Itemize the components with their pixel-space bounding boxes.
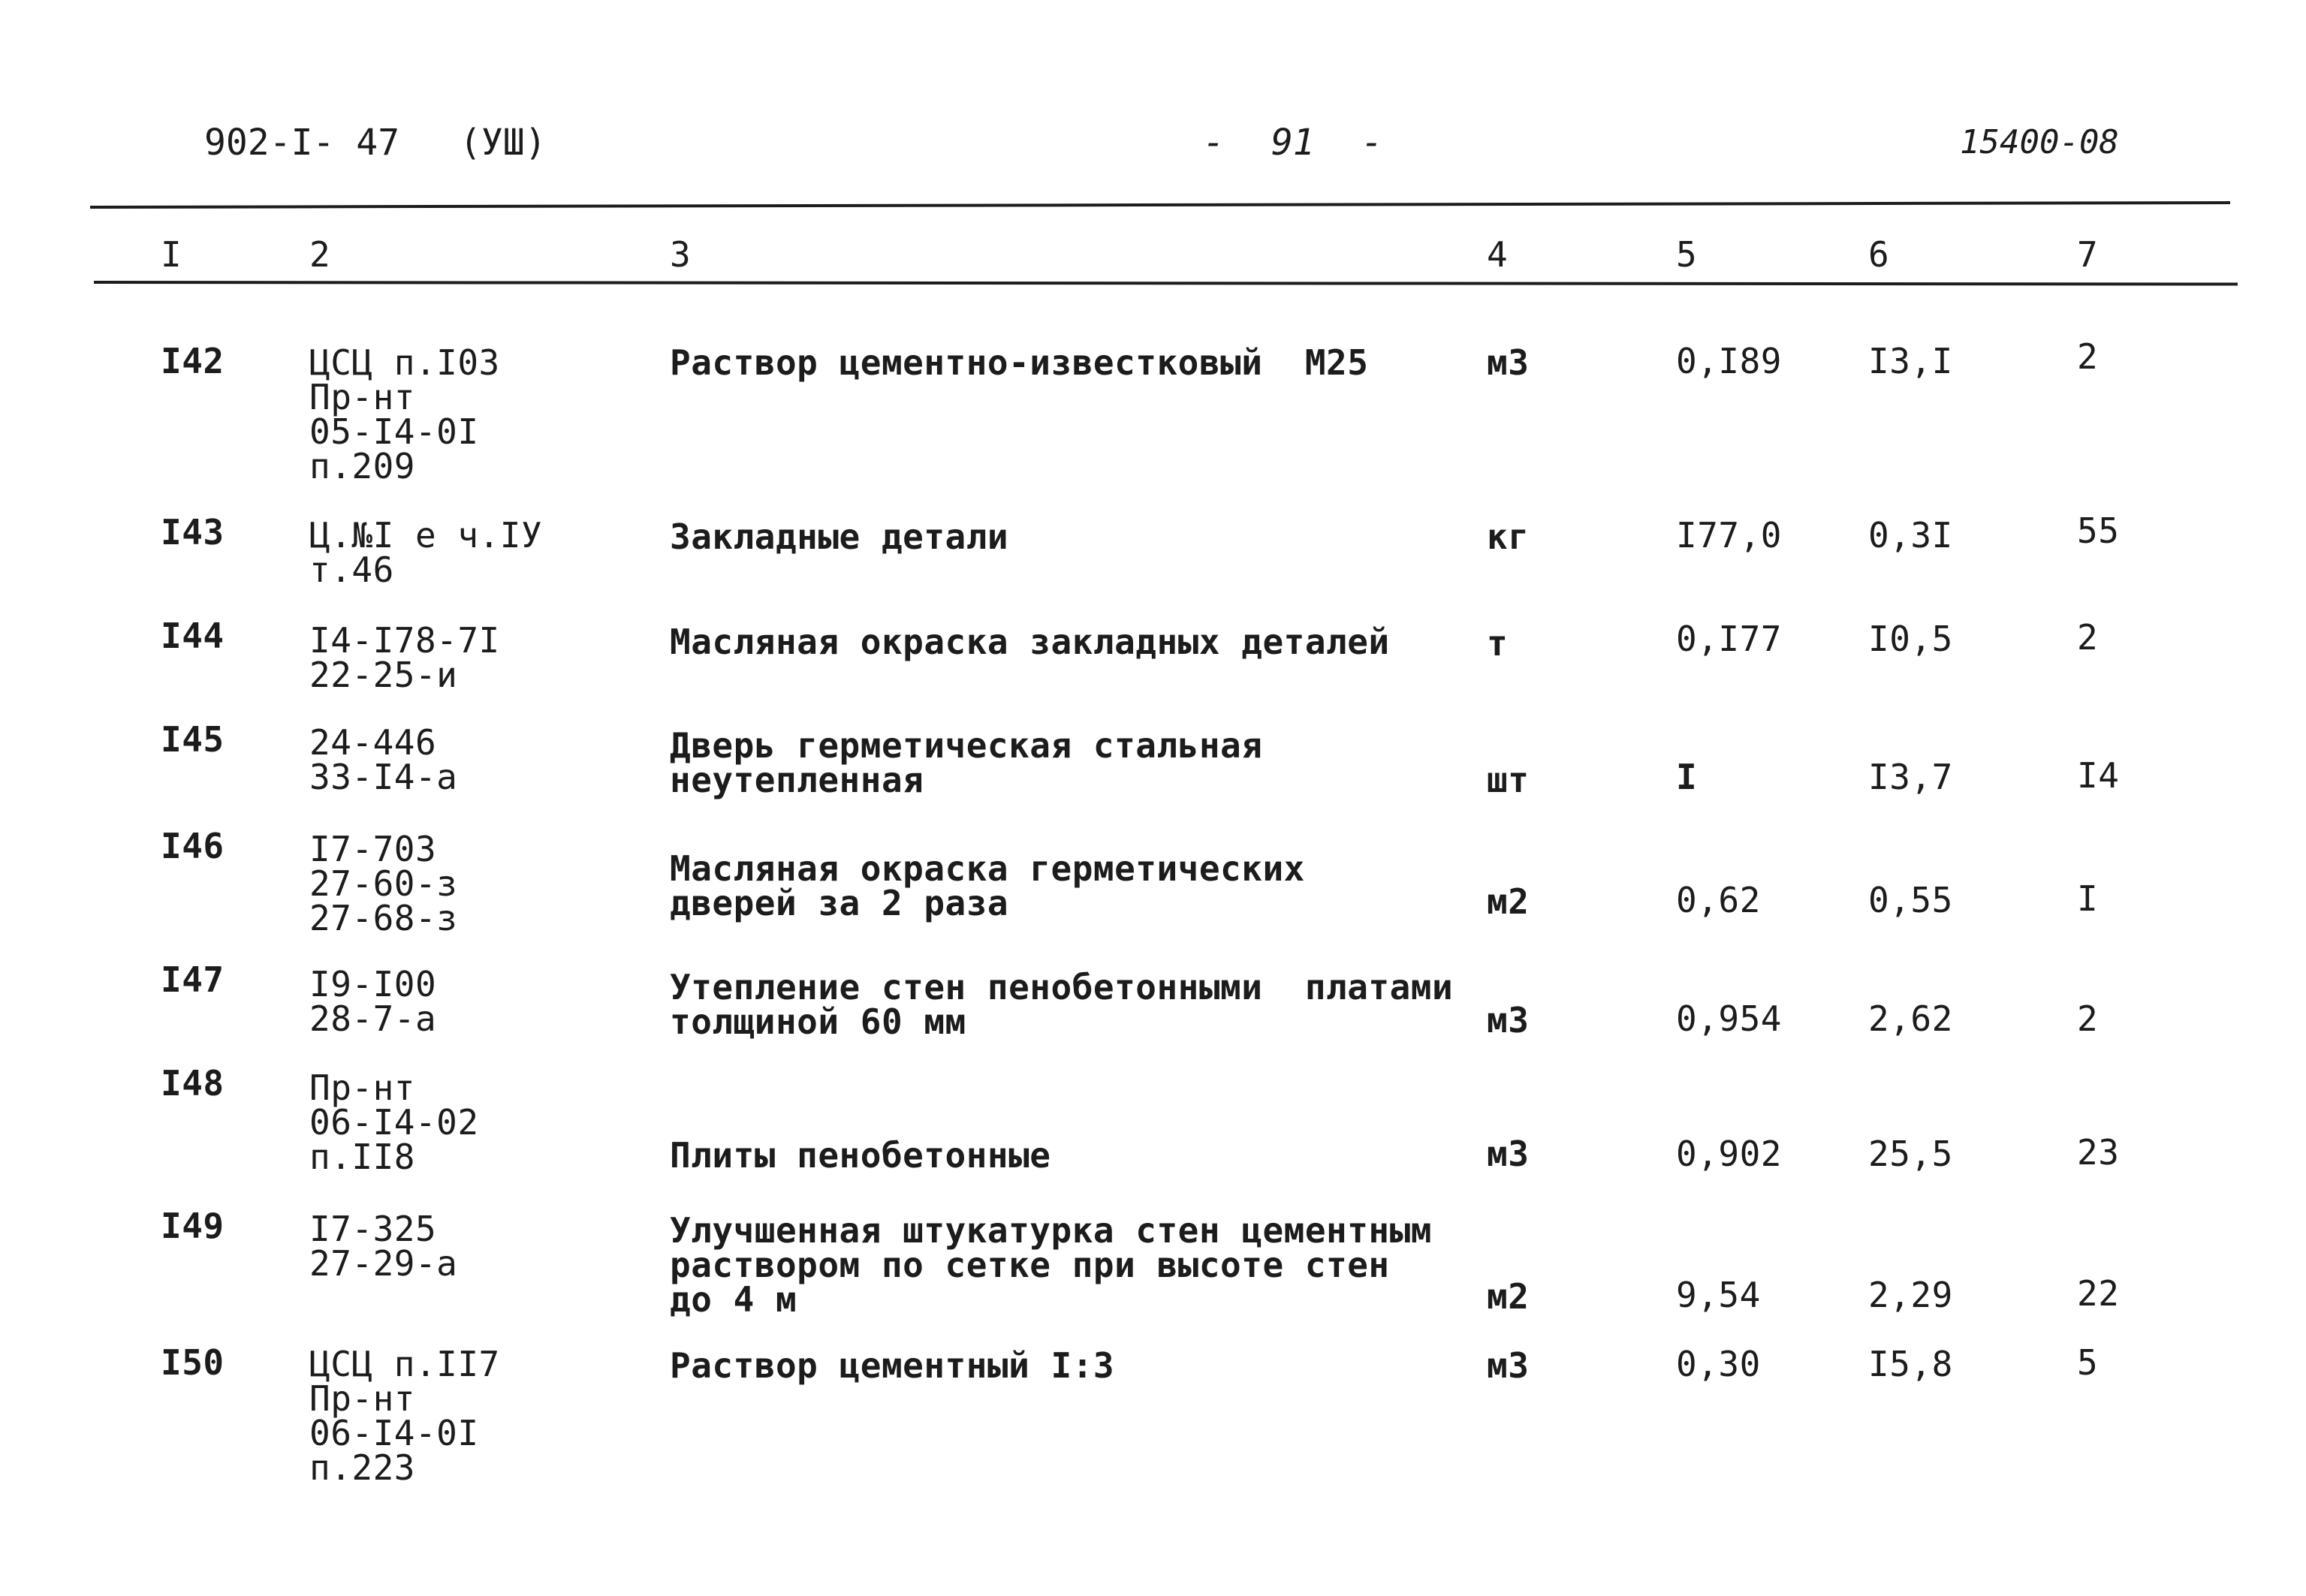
row-description-line: Масляная окраска закладных деталей bbox=[670, 622, 1390, 662]
page-number-value: 91 bbox=[1271, 122, 1315, 164]
row-price: 0,55 bbox=[1868, 880, 1953, 920]
row-ref-line: п.223 bbox=[309, 1447, 415, 1488]
page-dash-left: - bbox=[1203, 122, 1225, 164]
volume-label: (УШ) bbox=[460, 122, 547, 164]
row-price: 2,62 bbox=[1868, 998, 1953, 1039]
row-price: I3,7 bbox=[1868, 757, 1953, 797]
column-number-2: 2 bbox=[309, 234, 331, 275]
row-quantity: 0,902 bbox=[1676, 1134, 1782, 1174]
row-ref-line: I9-I00 bbox=[309, 964, 437, 1004]
row-quantity: 0,954 bbox=[1676, 998, 1782, 1039]
column-number-7: 7 bbox=[2077, 234, 2099, 275]
row-total: I4 bbox=[2077, 755, 2120, 796]
row-quantity: 9,54 bbox=[1676, 1275, 1761, 1315]
header-rule bbox=[94, 281, 2238, 285]
row-description-line: Масляная окраска герметических bbox=[670, 848, 1305, 889]
row-total: 2 bbox=[2077, 617, 2099, 658]
row-unit: шт bbox=[1487, 760, 1530, 800]
row-ref-line: I4-I78-7I bbox=[309, 620, 500, 661]
row-description-line: Закладные детали bbox=[670, 516, 1009, 557]
row-ref-line: Пр-нт bbox=[309, 1378, 415, 1419]
row-number: I45 bbox=[161, 719, 225, 760]
row-unit: м2 bbox=[1487, 881, 1530, 922]
page-number bbox=[1156, 122, 1430, 164]
row-ref-line: т.46 bbox=[309, 550, 394, 590]
row-ref-line: п.II8 bbox=[309, 1137, 415, 1177]
row-price: 0,3I bbox=[1868, 515, 1953, 556]
row-description-line: дверей за 2 раза bbox=[670, 883, 1009, 923]
row-quantity: 0,I89 bbox=[1676, 341, 1782, 381]
row-ref-line: ЦСЦ п.I03 bbox=[309, 342, 500, 383]
document-code: 902-I- 47 bbox=[204, 122, 400, 164]
row-description-line: раствором по сетке при высоте стен bbox=[670, 1245, 1390, 1285]
row-ref-line: 06-I4-02 bbox=[309, 1102, 479, 1143]
row-number: I44 bbox=[161, 616, 225, 656]
row-quantity: 0,30 bbox=[1676, 1344, 1761, 1384]
top-rule bbox=[90, 201, 2230, 209]
row-ref-line: 24-446 bbox=[309, 722, 437, 763]
row-total: 5 bbox=[2077, 1342, 2099, 1383]
row-unit: м3 bbox=[1487, 342, 1530, 383]
row-ref-line: I7-703 bbox=[309, 829, 437, 869]
row-description-line: Улучшенная штукатурка стен цементным bbox=[670, 1210, 1432, 1251]
row-description-line: Раствор цементный I:3 bbox=[670, 1345, 1115, 1386]
row-unit: кг bbox=[1487, 516, 1530, 557]
row-description-line: до 4 м bbox=[670, 1279, 797, 1320]
row-unit: т bbox=[1487, 623, 1509, 664]
row-ref-line: 27-29-а bbox=[309, 1243, 458, 1284]
row-price: I3,I bbox=[1868, 341, 1953, 381]
column-number-6: 6 bbox=[1868, 234, 1890, 275]
row-number: I46 bbox=[161, 826, 225, 866]
row-ref-line: 22-25-и bbox=[309, 655, 458, 695]
row-unit: м2 bbox=[1487, 1276, 1530, 1317]
row-total: 23 bbox=[2077, 1132, 2120, 1173]
row-number: I42 bbox=[161, 341, 225, 381]
row-ref-line: 33-I4-а bbox=[309, 757, 458, 797]
row-total: 2 bbox=[2077, 336, 2099, 377]
row-description-line: неутепленная bbox=[670, 760, 924, 800]
row-description-line: Плиты пенобетонные bbox=[670, 1135, 1051, 1176]
document-number: 15400-08 bbox=[1960, 123, 2119, 161]
row-ref-line: 05-I4-0I bbox=[309, 411, 479, 452]
row-unit: м3 bbox=[1487, 1345, 1530, 1386]
row-description-line: толщиной 60 мм bbox=[670, 1001, 966, 1042]
row-price: 25,5 bbox=[1868, 1134, 1953, 1174]
row-total: 22 bbox=[2077, 1273, 2120, 1314]
row-total: I bbox=[2077, 878, 2099, 919]
row-description-line: Раствор цементно-известковый М25 bbox=[670, 342, 1369, 383]
column-number-1: I bbox=[161, 234, 182, 275]
row-unit: м3 bbox=[1487, 1000, 1530, 1040]
row-total: 2 bbox=[2077, 998, 2099, 1039]
row-number: I47 bbox=[161, 959, 225, 1000]
row-ref-line: I7-325 bbox=[309, 1209, 437, 1249]
row-ref-line: п.209 bbox=[309, 446, 415, 486]
row-number: I49 bbox=[161, 1206, 225, 1246]
row-quantity: I77,0 bbox=[1676, 515, 1782, 556]
column-number-5: 5 bbox=[1676, 234, 1698, 275]
row-ref-line: ЦСЦ п.II7 bbox=[309, 1344, 500, 1384]
row-unit: м3 bbox=[1487, 1134, 1530, 1174]
row-price: I5,8 bbox=[1868, 1344, 1953, 1384]
row-price: I0,5 bbox=[1868, 619, 1953, 659]
row-ref-line: 27-68-з bbox=[309, 898, 458, 938]
row-ref-line: Ц.№I е ч.IУ bbox=[309, 515, 543, 556]
row-ref-line: 06-I4-0I bbox=[309, 1413, 479, 1453]
row-quantity: I bbox=[1676, 757, 1698, 797]
row-number: I48 bbox=[161, 1063, 225, 1104]
column-number-3: 3 bbox=[670, 234, 692, 275]
row-price: 2,29 bbox=[1868, 1275, 1953, 1315]
page-dash-right: - bbox=[1361, 122, 1383, 164]
row-quantity: 0,I77 bbox=[1676, 619, 1782, 659]
row-description-line: Утепление стен пенобетонными платами bbox=[670, 967, 1454, 1007]
row-ref-line: 27-60-з bbox=[309, 863, 458, 904]
row-description-line: Дверь герметическая стальная bbox=[670, 725, 1263, 766]
row-ref-line: Пр-нт bbox=[309, 377, 415, 417]
row-quantity: 0,62 bbox=[1676, 880, 1761, 920]
row-ref-line: 28-7-а bbox=[309, 998, 437, 1039]
row-ref-line: Пр-нт bbox=[309, 1068, 415, 1108]
row-number: I43 bbox=[161, 512, 225, 553]
row-number: I50 bbox=[161, 1342, 225, 1383]
row-total: 55 bbox=[2077, 510, 2120, 551]
column-number-4: 4 bbox=[1487, 234, 1509, 275]
